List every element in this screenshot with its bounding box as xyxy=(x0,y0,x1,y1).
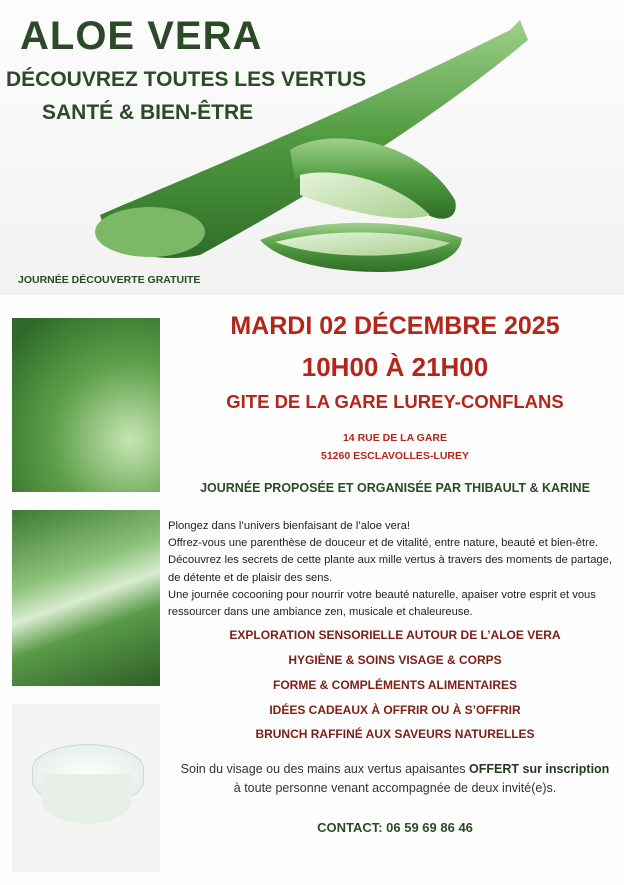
activity-item: FORME & COMPLÉMENTS ALIMENTAIRES xyxy=(273,678,517,692)
description-line: ressourcer dans une ambiance zen, musicale et chaleureuse. xyxy=(168,606,473,619)
activity-item: EXPLORATION SENSORIELLE AUTOUR DE L’ALOE VERA xyxy=(229,628,561,642)
description-line: Découvrez les secrets de cette plante aux mille vertus à travers des moments de partage, xyxy=(168,554,612,567)
address-line2: 51260 ESCLAVOLLES-LUREY xyxy=(320,450,469,462)
aloe-gel-bowl-photo xyxy=(12,704,160,872)
event-hours: 10H00 À 21H00 xyxy=(301,352,489,382)
activity-item: IDÉES CADEAUX À OFFRIR OU À S’OFFRIR xyxy=(269,703,521,717)
address-line1: 14 RUE DE LA GARE xyxy=(342,432,448,444)
subtitle-line2: SANTÉ & BIEN-ÊTRE xyxy=(42,101,254,124)
description-line: Plongez dans l’univers bienfaisant de l’aloe vera! xyxy=(168,520,410,532)
hero-banner xyxy=(0,0,624,295)
subtitle-line1: DÉCOUVREZ TOUTES LES VERTUS xyxy=(6,68,367,91)
title: ALOE VERA xyxy=(20,14,263,58)
offer-bold: OFFERT sur inscription xyxy=(469,762,610,776)
tagline: JOURNÉE DÉCOUVERTE GRATUITE xyxy=(18,274,201,286)
description-line: Une journée cocooning pour nourrir votre beauté naturelle, apaiser votre esprit et vous xyxy=(168,588,596,601)
description-line: Offrez-vous une parenthèse de douceur et de vitalité, entre nature, beauté et bien-être. xyxy=(168,537,599,550)
offer-text: Soin du visage ou des mains aux vertus apaisantes xyxy=(180,762,470,776)
offer-line1 xyxy=(170,762,620,776)
description-line: de détente et de plaisir des sens. xyxy=(168,571,333,584)
activity-item: BRUNCH RAFFINÉ AUX SAVEURS NATURELLES xyxy=(255,727,535,741)
aloe-plant-photo xyxy=(12,318,160,492)
event-date: MARDI 02 DÉCEMBRE 2025 xyxy=(230,312,560,340)
organizers: JOURNÉE PROPOSÉE ET ORGANISÉE PAR THIBAULT & KARINE xyxy=(200,481,590,495)
contact-phone: CONTACT: 06 59 69 86 46 xyxy=(317,820,473,835)
description xyxy=(168,518,620,621)
event-venue: GITE DE LA GARE LUREY-CONFLANS xyxy=(226,391,564,412)
aloe-slices-photo xyxy=(12,510,160,686)
offer-line2: à toute personne venant accompagnée de deux invité(e)s. xyxy=(233,781,557,795)
activity-item: HYGIÈNE & SOINS VISAGE & CORPS xyxy=(288,653,502,667)
